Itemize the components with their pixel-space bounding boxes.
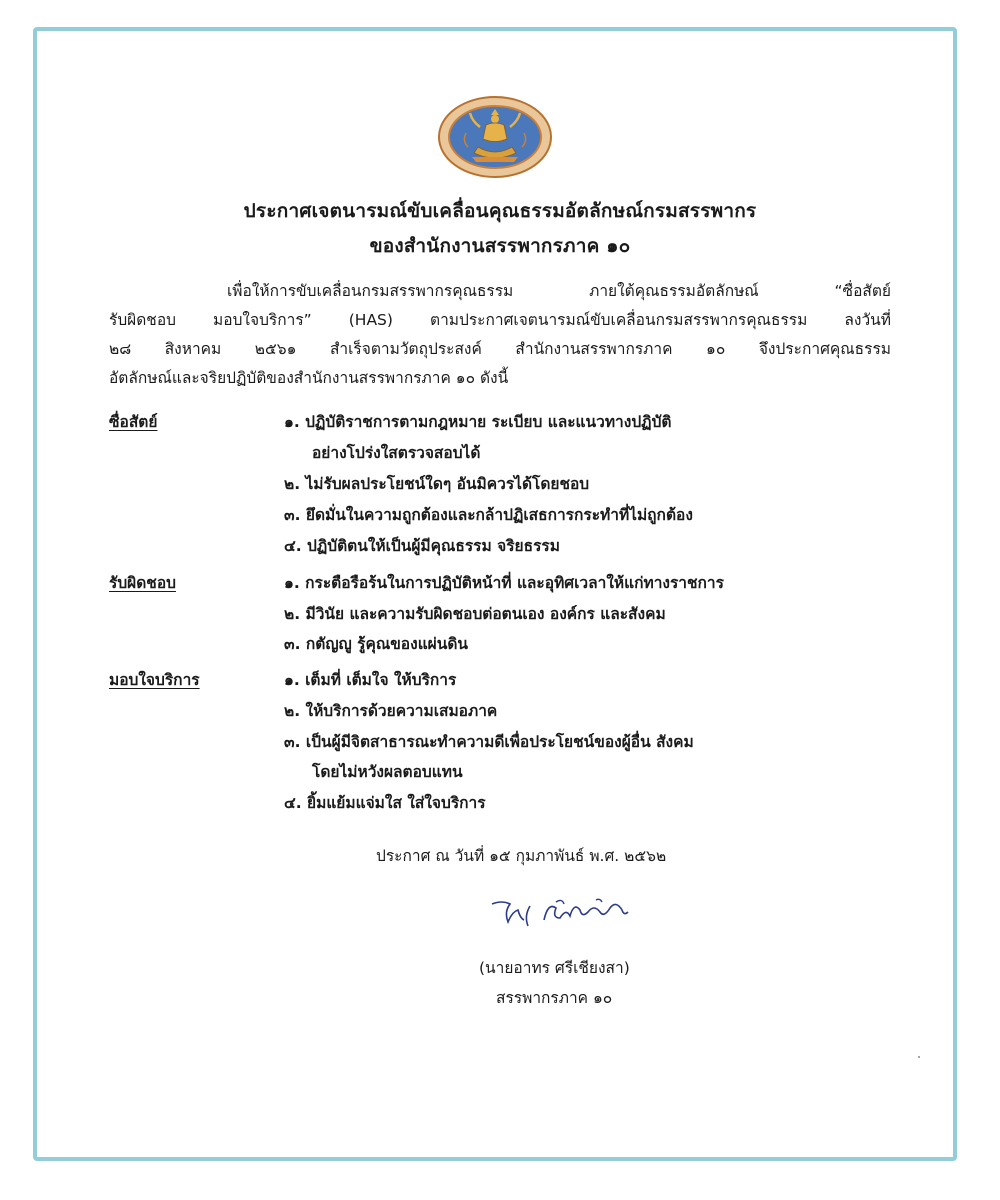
honesty-item-1: ๑. ปฏิบัติราชการตามกฎหมาย ระเบียบ และแนวทางปฏิบัติ	[284, 413, 672, 431]
signature-image	[486, 894, 646, 938]
signatory-position: สรรพากรภาค ๑๐	[496, 989, 613, 1007]
title-line-1: ประกาศเจตนารมณ์ขับเคลื่อนคุณธรรมอัตลักษณ์กรมสรรพากร	[243, 200, 757, 222]
service-item-3-cont: โดยไม่หวังผลตอบแทน	[312, 763, 463, 781]
title-line-2: ของสำนักงานสรรพากรภาค ๑๐	[369, 235, 631, 257]
service-item-4: ๔. ยิ้มแย้มแจ่มใส ใส่ใจบริการ	[284, 794, 486, 812]
intro-line-2: รับผิดชอบ มอบใจบริการ” (HAS) ตามประกาศเจตนารมณ์ขับเคลื่อนกรมสรรพากรคุณธรรม ลงวันที่	[109, 311, 891, 329]
section-label-honesty: ซื่อสัตย์	[109, 413, 158, 431]
responsibility-item-3: ๓. กตัญญู รู้คุณของแผ่นดิน	[284, 635, 469, 653]
revenue-department-emblem	[436, 95, 554, 179]
section-label-responsibility: รับผิดชอบ	[109, 574, 176, 592]
intro-line-4: อัตลักษณ์และจริยปฏิบัติของสำนักงานสรรพากรภาค ๑๐ ดังนี้	[109, 369, 509, 387]
service-item-3: ๓. เป็นผู้มีจิตสาธารณะทำความดีเพื่อประโยชน์ของผู้อื่น สังคม	[284, 733, 694, 751]
responsibility-item-1: ๑. กระตือรือร้นในการปฏิบัติหน้าที่ และอุทิศเวลาให้แก่ทางราชการ	[284, 574, 724, 592]
service-item-1: ๑. เต็มที่ เต็มใจ ให้บริการ	[284, 671, 457, 689]
intro-line-3: ๒๘ สิงหาคม ๒๕๖๑ สำเร็จตามวัตถุประสงค์ สำนักงานสรรพากรภาค ๑๐ จึงประกาศคุณธรรม	[109, 340, 891, 358]
speck	[918, 1056, 920, 1058]
intro-paragraph	[109, 277, 891, 393]
section-label-service: มอบใจบริการ	[109, 671, 200, 689]
honesty-item-2: ๒. ไม่รับผลประโยชน์ใดๆ อันมิควรได้โดยชอบ	[284, 475, 590, 493]
honesty-item-4: ๔. ปฏิบัติตนให้เป็นผู้มีคุณธรรม จริยธรรม	[284, 537, 560, 555]
announcement-date: ประกาศ ณ วันที่ ๑๕ กุมภาพันธ์ พ.ศ. ๒๕๖๒	[376, 847, 667, 865]
intro-line-1: เพื่อให้การขับเคลื่อนกรมสรรพากรคุณธรรม ภายใต้คุณธรรมอัตลักษณ์ “ซื่อสัตย์	[227, 282, 891, 300]
honesty-item-3: ๓. ยึดมั่นในความถูกต้องและกล้าปฏิเสธการกระทำที่ไม่ถูกต้อง	[284, 506, 693, 524]
signatory-name: (นายอาทร ศรีเชียงสา)	[479, 959, 630, 977]
service-item-2: ๒. ให้บริการด้วยความเสมอภาค	[284, 702, 498, 720]
honesty-item-1-cont: อย่างโปร่งใสตรวจสอบได้	[312, 444, 481, 462]
responsibility-item-2: ๒. มีวินัย และความรับผิดชอบต่อตนเอง องค์กร และสังคม	[284, 605, 666, 623]
